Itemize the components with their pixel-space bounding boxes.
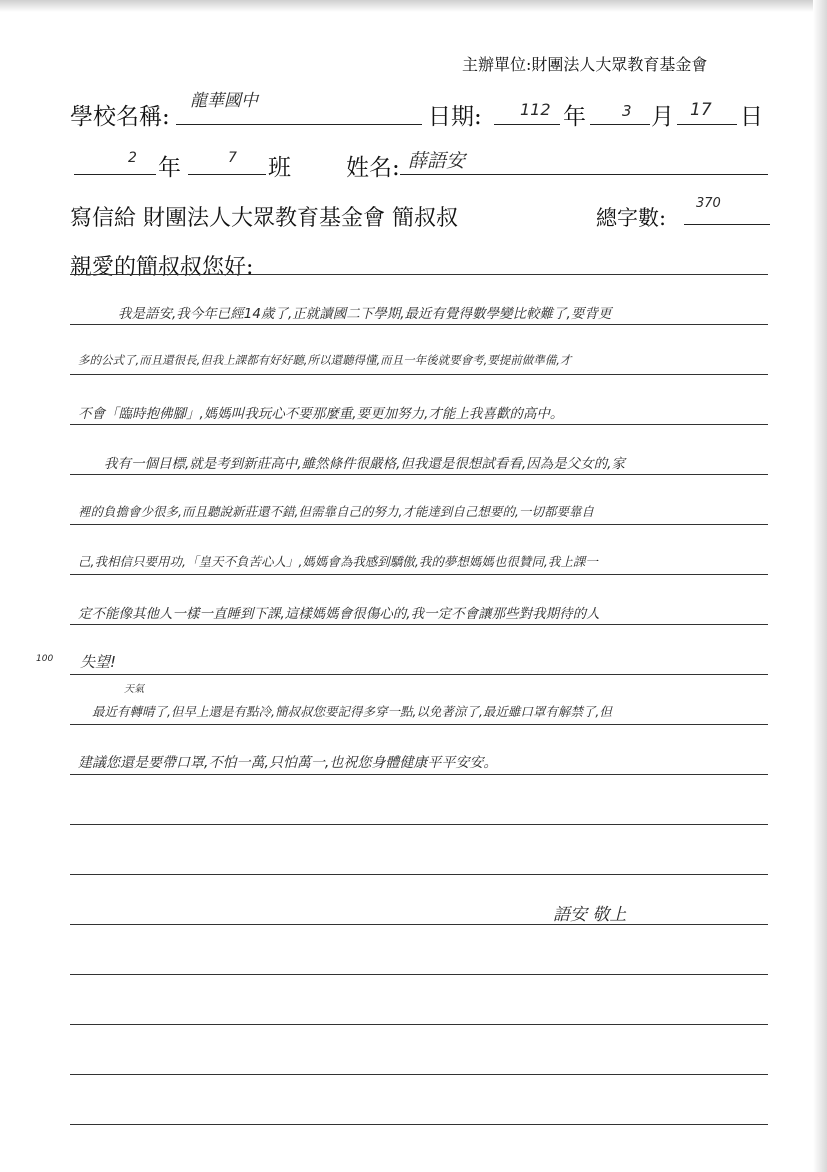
- name-underline: [400, 174, 768, 175]
- day-label: 日: [740, 104, 763, 130]
- ruled-line: [70, 424, 768, 425]
- letter-to: 寫信給 財團法人大眾教育基金會 簡叔叔: [70, 206, 458, 231]
- ruled-line: [70, 824, 768, 825]
- organizer-text: 主辦單位:財團法人大眾教育基金會: [462, 55, 708, 74]
- ruled-line: [70, 624, 768, 625]
- margin-note: 100: [36, 654, 54, 664]
- body-line-2: 多的公式了,而且還很長,但我上課都有好好聽,所以還聽得懂,而且一年後就要會考,要提前做準備,才: [78, 353, 572, 367]
- ruled-line: [70, 1024, 768, 1025]
- year-underline: [494, 124, 560, 125]
- class-label: 班: [268, 155, 291, 181]
- date-label: 日期:: [428, 104, 482, 130]
- body-line-1: 我是語安,我今年已經14歲了,正就讀國二下學期,最近有覺得數學變比較難了,要背更: [118, 306, 612, 322]
- grade-value: 2: [128, 150, 137, 166]
- school-underline: [176, 124, 422, 125]
- ruled-line: [70, 874, 768, 875]
- year-label: 年: [563, 104, 586, 130]
- ruled-line: [70, 274, 768, 275]
- greeting: 親愛的簡叔叔您好:: [70, 255, 254, 280]
- name-label: 姓名:: [346, 155, 400, 181]
- body-line-8: 失望!: [80, 653, 117, 671]
- insert-note: 天氣: [124, 684, 144, 695]
- school-value: 龍華國中: [190, 91, 258, 111]
- day-underline: [677, 124, 737, 125]
- ruled-line: [70, 324, 768, 325]
- word-count-underline: [684, 224, 770, 225]
- ruled-line: [70, 724, 768, 725]
- body-line-4: 我有一個目標,就是考到新莊高中,雖然條件很嚴格,但我還是很想試看看,因為是父女的,家: [104, 456, 625, 472]
- year-value: 112: [520, 100, 551, 119]
- closing-signature: 語安 敬上: [553, 905, 627, 925]
- class-underline: [188, 174, 266, 175]
- body-line-9: 最近有轉晴了,但早上還是有點冷,簡叔叔您要記得多穿一點,以免著涼了,最近雖口罩有解禁了,但: [92, 704, 612, 719]
- ruled-line: [70, 374, 768, 375]
- scan-edge-top: [0, 0, 827, 12]
- word-count-value: 370: [696, 196, 721, 211]
- body-line-3: 不會「臨時抱佛腳」,媽媽叫我玩心不要那麼重,要更加努力,才能上我喜歡的高中。: [78, 406, 564, 422]
- month-label: 月: [651, 104, 674, 130]
- body-line-7: 定不能像其他人一樣一直睡到下課,這樣媽媽會很傷心的,我一定不會讓那些對我期待的人: [78, 606, 600, 622]
- name-value: 薛語安: [408, 150, 466, 172]
- grade-label: 年: [158, 155, 181, 181]
- ruled-line: [70, 1074, 768, 1075]
- ruled-line: [70, 974, 768, 975]
- ruled-line: [70, 924, 768, 925]
- ruled-line: [70, 674, 768, 675]
- body-line-6: 己,我相信只要用功,「皇天不負苦心人」,媽媽會為我感到驕傲,我的夢想媽媽也很贊同,我上課一: [78, 554, 598, 569]
- scan-edge-right: [813, 0, 827, 1172]
- ruled-line: [70, 774, 768, 775]
- school-label: 學校名稱:: [70, 104, 170, 130]
- body-line-5: 裡的負擔會少很多,而且聽說新莊還不錯,但需靠自己的努力,才能達到自己想要的,一切都要靠自: [78, 504, 594, 519]
- ruled-line: [70, 574, 768, 575]
- ruled-line: [70, 474, 768, 475]
- word-count-label: 總字數:: [596, 206, 667, 230]
- month-value: 3: [622, 102, 632, 120]
- body-line-10: 建議您還是要帶口罩,不怕一萬,只怕萬一,也祝您身體健康平平安安。: [78, 755, 498, 771]
- grade-underline: [74, 174, 156, 175]
- ruled-line: [70, 524, 768, 525]
- month-underline: [590, 124, 650, 125]
- day-value: 17: [690, 100, 712, 120]
- class-value: 7: [228, 150, 237, 166]
- ruled-line: [70, 1124, 768, 1125]
